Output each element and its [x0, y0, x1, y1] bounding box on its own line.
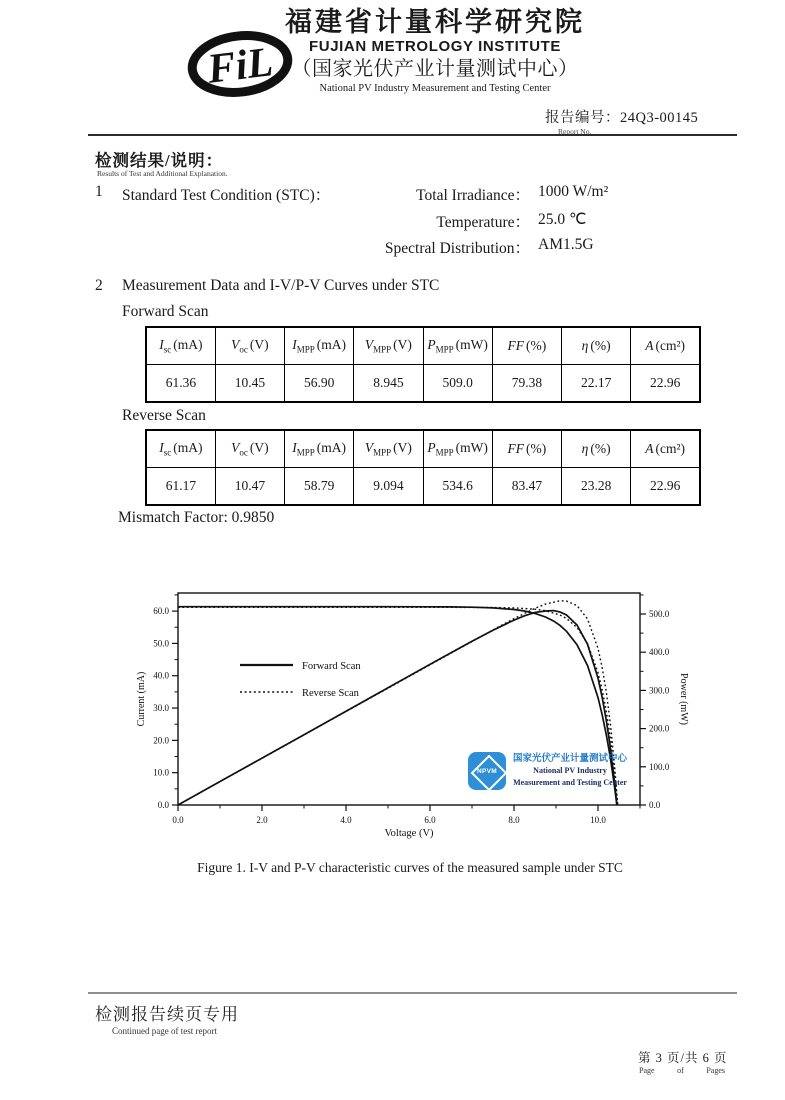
y-left-tick-label: 20.0	[153, 735, 169, 746]
institute-name-en: FUJIAN METROLOGY INSTITUTE	[309, 38, 561, 55]
watermark-line-en-2: Measurement and Testing Center	[513, 777, 627, 787]
y-right-tick-label: 0.0	[649, 800, 661, 810]
item-number-2: 2	[95, 277, 103, 294]
value-cell: 56.90	[285, 365, 354, 403]
value-cell: 22.17	[562, 365, 631, 403]
y-right-tick-label: 500.0	[649, 609, 670, 620]
y-left-tick-label: 10.0	[153, 767, 169, 778]
value-cell: 61.36	[146, 365, 215, 403]
report-number-label: 报告编号：	[545, 110, 620, 126]
legend-label: Reverse Scan	[302, 688, 359, 699]
value-cell: 534.6	[423, 468, 492, 506]
header-cell-vmpp: $V_{MPP}$ (V)	[354, 327, 423, 365]
legend-label: Forward Scan	[302, 661, 361, 672]
continued-page-zh: 检测报告续页专用	[95, 1005, 239, 1024]
value-cell: 509.0	[423, 365, 492, 403]
reverse-scan-label: Reverse Scan	[122, 407, 206, 424]
report-number-value: 24Q3-00145	[620, 110, 699, 126]
value-cell: 10.45	[215, 365, 284, 403]
value-cell: 58.79	[285, 468, 354, 506]
value-cell: 23.28	[562, 468, 631, 506]
table-value-row	[146, 468, 700, 506]
header-cell-area: A (cm²)	[631, 327, 700, 365]
header-cell-eta: η (%)	[562, 430, 631, 468]
header-cell-vmpp: $V_{MPP}$ (V)	[354, 430, 423, 468]
figure-caption: Figure 1. I-V and P-V characteristic curves of the measured sample under STC	[197, 860, 623, 875]
page-word: Page	[639, 1066, 655, 1075]
stc-row-2	[0, 210, 785, 232]
iv-pv-chart	[130, 576, 690, 860]
table-value-row	[146, 365, 700, 403]
page-number-en	[639, 1066, 725, 1075]
value-cell: 79.38	[492, 365, 561, 403]
header-cell-impp: $I_{MPP}$ (mA)	[285, 430, 354, 468]
continued-page-en: Continued page of test report	[112, 1026, 217, 1036]
npvm-badge-icon	[468, 752, 506, 790]
stc-value-temperature: 25.0 ℃	[538, 211, 587, 228]
header-cell-impp: $I_{MPP}$ (mA)	[285, 327, 354, 365]
of-word: of	[677, 1066, 684, 1075]
y-left-tick-label: 40.0	[153, 670, 169, 681]
mismatch-factor: Mismatch Factor: 0.9850	[118, 509, 275, 526]
stc-value-spectral: AM1.5G	[538, 236, 594, 253]
y-left-axis-title: Current (mA)	[136, 671, 147, 727]
header-cell-pmpp: $P_{MPP}$ (mW)	[423, 327, 492, 365]
header-cell-isc: $I_{sc}$ (mA)	[146, 327, 215, 365]
header-cell-ff: FF (%)	[492, 430, 561, 468]
x-tick-label: 6.0	[424, 815, 436, 825]
y-right-tick-label: 200.0	[649, 723, 670, 734]
y-right-axis-title: Power (mW)	[678, 673, 689, 725]
pages-word: Pages	[706, 1066, 725, 1075]
watermark-line-zh: 国家光伏产业计量测试中心	[513, 753, 628, 764]
x-tick-label: 4.0	[340, 815, 352, 825]
report-number	[545, 106, 698, 127]
header-cell-voc: $V_{oc}$ (V)	[215, 430, 284, 468]
logo-text: FiL	[205, 39, 276, 93]
stc-label-irradiance: Total Irradiance：	[416, 187, 530, 204]
x-tick-label: 10.0	[590, 815, 606, 825]
stc-row-1	[0, 183, 785, 205]
npvm-badge-text: NPVM	[477, 767, 497, 775]
y-left-tick-label: 0.0	[157, 800, 169, 810]
stc-label-spectral: Spectral Distribution：	[384, 240, 530, 257]
value-cell: 8.945	[354, 365, 423, 403]
stc-label-temperature: Temperature：	[436, 214, 530, 231]
x-tick-label: 8.0	[508, 815, 520, 825]
value-cell: 9.094	[354, 468, 423, 506]
y-left-tick-label: 30.0	[153, 703, 169, 714]
header-divider	[88, 134, 737, 136]
x-tick-label: 2.0	[256, 815, 268, 825]
measurement-title: Measurement Data and I-V/P-V Curves under STC	[122, 277, 440, 294]
header-cell-area: A (cm²)	[631, 430, 700, 468]
header-cell-ff: FF (%)	[492, 327, 561, 365]
header-title-block	[245, 6, 625, 95]
header-cell-voc: $V_{oc}$ (V)	[215, 327, 284, 365]
forward-scan-label: Forward Scan	[122, 303, 209, 320]
y-right-tick-label: 300.0	[649, 685, 670, 696]
x-axis-title: Voltage (V)	[384, 828, 434, 839]
center-name-zh: （国家光伏产业计量测试中心）	[291, 58, 579, 80]
y-right-tick-label: 400.0	[649, 647, 670, 658]
center-name-en: National PV Industry Measurement and Testing Center	[319, 83, 551, 94]
institute-name-zh: 福建省计量科学研究院	[285, 7, 585, 37]
value-cell: 22.96	[631, 365, 700, 403]
header-cell-eta: η (%)	[562, 327, 631, 365]
value-cell: 61.17	[146, 468, 215, 506]
iv-pv-chart-svg	[130, 576, 690, 858]
table-header-row	[146, 327, 700, 365]
chart-watermark	[468, 752, 627, 790]
x-tick-label: 0.0	[172, 815, 184, 825]
value-cell: 22.96	[631, 468, 700, 506]
results-heading-zh: 检测结果/说明：	[95, 151, 224, 170]
stc-title: Standard Test Condition (STC)：	[122, 187, 331, 204]
y-left-tick-label: 50.0	[153, 638, 169, 649]
reverse-scan-table	[145, 429, 701, 506]
forward-scan-table	[145, 326, 701, 403]
page-number: 第 3 页/共 6 页	[638, 1051, 728, 1065]
footer-divider	[88, 992, 737, 994]
header-cell-pmpp: $P_{MPP}$ (mW)	[423, 430, 492, 468]
report-number-label-en: Report No.	[558, 127, 592, 136]
results-heading-en: Results of Test and Additional Explanation.	[97, 169, 228, 178]
y-left-tick-label: 60.0	[153, 606, 169, 617]
header-cell-isc: $I_{sc}$ (mA)	[146, 430, 215, 468]
watermark-text	[513, 754, 627, 789]
value-cell: 10.47	[215, 468, 284, 506]
watermark-line-en-1: National PV Industry	[533, 766, 607, 776]
item-number-1: 1	[95, 183, 103, 200]
table-header-row	[146, 430, 700, 468]
y-right-tick-label: 100.0	[649, 761, 670, 772]
value-cell: 83.47	[492, 468, 561, 506]
stc-value-irradiance: 1000 W/m²	[538, 183, 609, 200]
stc-row-3	[0, 236, 785, 258]
